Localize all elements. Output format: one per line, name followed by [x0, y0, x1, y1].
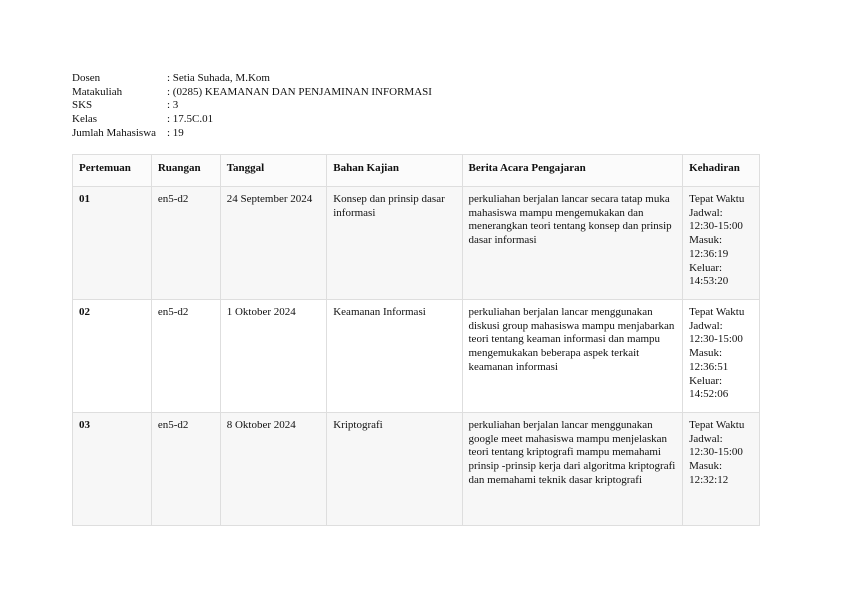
cell-pertemuan: 03 — [73, 413, 152, 526]
document-header — [72, 72, 432, 141]
table-header-row — [73, 155, 760, 187]
header-matakuliah — [72, 86, 432, 100]
header-dosen — [72, 72, 432, 86]
column-header-bahan-kajian: Bahan Kajian — [327, 155, 462, 187]
cell-ruangan: en5-d2 — [151, 413, 220, 526]
kehadiran-keluar-label: Keluar: — [689, 261, 723, 274]
sks-label: SKS — [72, 99, 93, 112]
cell-berita-acara: perkuliahan berjalan lancar menggunakan diskusi group mahasiswa mampu menjabarkan teori tentang keaman informasi dan mampu mengemukakan beberapa aspek terkait keamanan informasi — [462, 300, 683, 413]
cell-tanggal: 8 Oktober 2024 — [220, 413, 327, 526]
kehadiran-masuk-value: 12:32:12 — [689, 473, 729, 486]
column-header-berita-acara: Berita Acara Pengajaran — [462, 155, 683, 187]
kehadiran-masuk-value: 12:36:51 — [689, 360, 729, 373]
kehadiran-masuk-label: Masuk: — [689, 460, 723, 473]
cell-kehadiran — [683, 300, 760, 413]
cell-bahan-kajian: Konsep dan prinsip dasar informasi — [327, 187, 462, 300]
kelas-value: : 17.5C.01 — [167, 113, 214, 126]
cell-pertemuan: 01 — [73, 187, 152, 300]
column-header-kehadiran: Kehadiran — [683, 155, 760, 187]
kehadiran-keluar-label: Keluar: — [689, 374, 723, 387]
kelas-label: Kelas — [72, 113, 98, 126]
cell-pertemuan: 02 — [73, 300, 152, 413]
kehadiran-jadwal-label: Jadwal: — [689, 206, 723, 219]
cell-tanggal: 24 September 2024 — [220, 187, 327, 300]
column-header-tanggal: Tanggal — [220, 155, 327, 187]
header-sks — [72, 99, 432, 113]
header-kelas — [72, 113, 432, 127]
column-header-pertemuan: Pertemuan — [73, 155, 152, 187]
table-row — [73, 300, 760, 413]
kehadiran-masuk-label: Masuk: — [689, 234, 723, 247]
jumlah-label: Jumlah Mahasiswa — [72, 126, 157, 139]
kehadiran-keluar-value: 14:52:06 — [689, 388, 729, 401]
cell-kehadiran — [683, 187, 760, 300]
kehadiran-jadwal-value: 12:30-15:00 — [689, 446, 743, 459]
cell-tanggal: 1 Oktober 2024 — [220, 300, 327, 413]
kehadiran-status: Tepat Waktu — [689, 193, 745, 205]
header-jumlah-mahasiswa — [72, 127, 432, 141]
cell-kehadiran — [683, 413, 760, 526]
dosen-label: Dosen — [72, 72, 101, 84]
matakuliah-label: Matakuliah — [72, 85, 123, 98]
matakuliah-value: : (0285) KEAMANAN DAN PENJAMINAN INFORMASI — [167, 85, 432, 98]
cell-bahan-kajian: Kriptografi — [327, 413, 462, 526]
table-row — [73, 413, 760, 526]
cell-berita-acara: perkuliahan berjalan lancar secara tatap muka mahasiswa mampu mengemukakan dan menerangkan teori tentang konsep dan prinsip dasar informasi — [462, 187, 683, 300]
kehadiran-jadwal-value: 12:30-15:00 — [689, 220, 743, 233]
dosen-value: : Setia Suhada, M.Kom — [167, 72, 270, 84]
kehadiran-status: Tepat Waktu — [689, 306, 745, 318]
kehadiran-masuk-label: Masuk: — [689, 347, 723, 360]
kehadiran-jadwal-label: Jadwal: — [689, 432, 723, 445]
kehadiran-jadwal-value: 12:30-15:00 — [689, 333, 743, 346]
kehadiran-keluar-value: 14:53:20 — [689, 275, 729, 288]
column-header-ruangan: Ruangan — [151, 155, 220, 187]
kehadiran-status: Tepat Waktu — [689, 419, 745, 431]
cell-bahan-kajian: Keamanan Informasi — [327, 300, 462, 413]
jumlah-value: : 19 — [167, 126, 184, 139]
cell-ruangan: en5-d2 — [151, 300, 220, 413]
kehadiran-masuk-value: 12:36:19 — [689, 247, 729, 260]
table-row — [73, 187, 760, 300]
attendance-table — [72, 154, 760, 526]
sks-value: : 3 — [167, 99, 179, 112]
cell-ruangan: en5-d2 — [151, 187, 220, 300]
kehadiran-jadwal-label: Jadwal: — [689, 319, 723, 332]
cell-berita-acara: perkuliahan berjalan lancar menggunakan google meet mahasiswa mampu menjelaskan teori tentang kriptografi mampu memahami prinsip -prinsip kerja dari algoritma kriptografi dan memahami teknik dasar kriptografi — [462, 413, 683, 526]
